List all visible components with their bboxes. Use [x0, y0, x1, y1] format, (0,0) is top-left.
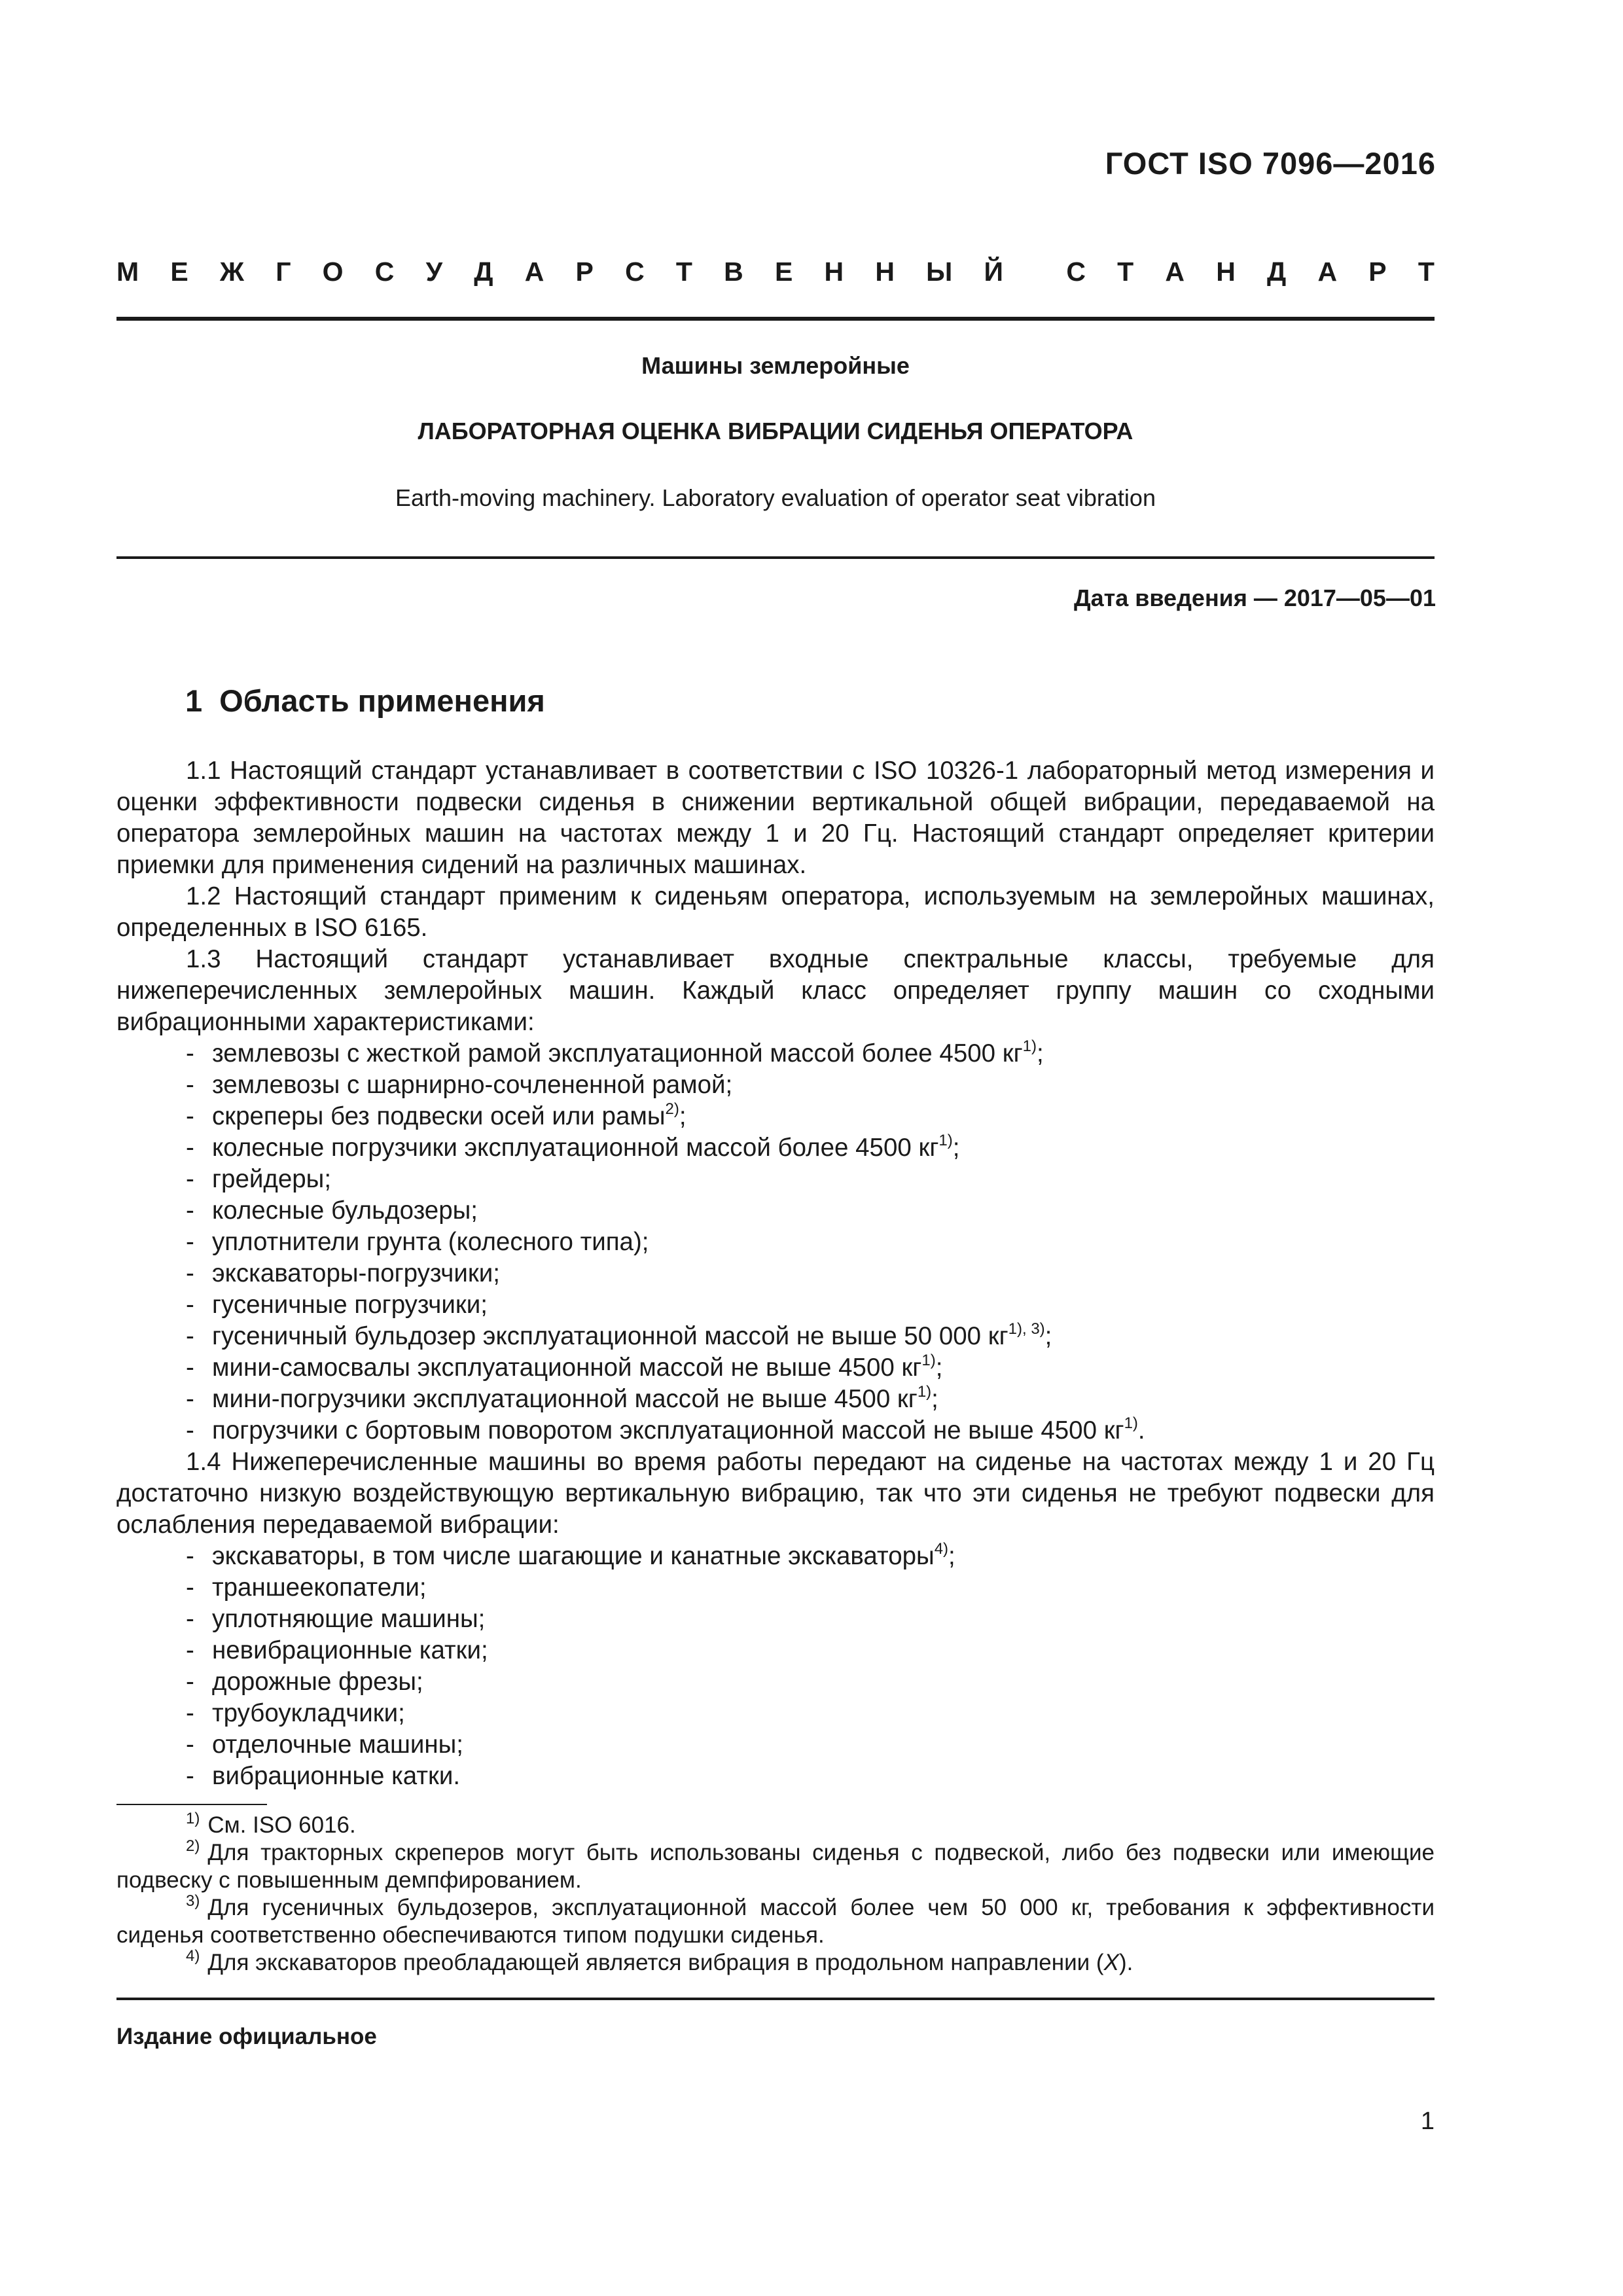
heading-letter: Е: [170, 257, 188, 287]
list-item: - землевозы с жесткой рамой эксплуатационной массой более 4500 $кг^{1)}$;: [186, 1038, 1435, 1069]
document-title-ru: ЛАБОРАТОРНАЯ ОЦЕНКА ВИБРАЦИИ СИДЕНЬЯ ОПЕРАТОРА: [418, 418, 1133, 444]
heading-letter: Г: [276, 257, 291, 287]
paragraph-1-4: 1.4 Нижеперечисленные машины во время работы передают на сиденье на частотах между 1 и 20 Гц достаточно низкую воздействующую вертикальную вибрацию, так что эти сиденья не требуют подвески для ослабления передаваемой вибрации:: [116, 1448, 1435, 1539]
heading-letter: Ж: [219, 257, 244, 287]
list-item: - колесные бульдозеры;: [186, 1195, 1435, 1227]
heading-letter: Т: [1418, 257, 1435, 287]
heading-letter: С: [625, 257, 645, 287]
list-item: - погрузчики с бортовым поворотом эксплуатационной массой не выше 4500 $кг^{1)}$.: [186, 1415, 1435, 1446]
document-code: ГОСТ ISO 7096—2016: [1105, 146, 1436, 181]
list-item: - вибрационные катки.: [186, 1761, 1435, 1792]
heading-letter: А: [1317, 257, 1338, 287]
title-divider: [116, 556, 1435, 559]
section-title: Область применения: [219, 683, 545, 718]
heading-letter: С: [374, 257, 395, 287]
list-item: - грейдеры;: [186, 1164, 1435, 1195]
heading-letter: С: [1066, 257, 1086, 287]
heading-letter: А: [524, 257, 544, 287]
heading-letter: Д: [474, 257, 493, 287]
footnote: $^{4)}$ Для экскаваторов преобладающей является вибрация в продольном направлении (X).: [186, 1947, 1133, 1975]
low-vibration-machine-list: [116, 1541, 1435, 1792]
list-item: - уплотняющие машины;: [186, 1604, 1435, 1635]
official-edition-label: Издание официальное: [116, 2024, 377, 2049]
footnote-separator: [116, 1804, 267, 1805]
heading-letter: Н: [1216, 257, 1236, 287]
list-item: - мини-самосвалы эксплуатационной массой не выше 4500 $кг^{1)}$;: [186, 1352, 1435, 1384]
heading-letter: У: [425, 257, 443, 287]
heading-letter: Т: [675, 257, 692, 287]
list-item: - дорожные фрезы;: [186, 1666, 1435, 1698]
heading-letter: Д: [1267, 257, 1287, 287]
footnote: $^{3)}$ Для гусеничных бульдозеров, эксплуатационной массой более чем 50 000 кг, требования к эффективности сиденья соответственно обеспечиваются типом подушки сиденья.: [116, 1892, 1435, 1948]
heading-letter: Т: [1117, 257, 1134, 287]
document-group-title: Машины землеройные: [641, 352, 910, 379]
document-title-en: Earth-moving machinery. Laboratory evaluation of operator seat vibration: [395, 484, 1156, 511]
heading-letter: Н: [875, 257, 895, 287]
heading-letter: Р: [575, 257, 594, 287]
heading-letter: О: [322, 257, 344, 287]
paragraph-1-2: 1.2 Настоящий стандарт применим к сиденьям оператора, используемым на землеройных машинах, определенных в ISO 6165.: [116, 882, 1435, 942]
footnote-mark: 4): [186, 1947, 200, 1965]
list-item: - экскаваторы, в том числе шагающие и канатные экскаваторы$^{4)}$;: [186, 1541, 1435, 1572]
list-item: - колесные погрузчики эксплуатационной массой более 4500 $кг^{1)}$;: [186, 1132, 1435, 1164]
footnote-mark: 1): [186, 1810, 200, 1827]
section-number: 1: [185, 683, 203, 718]
heading-letter: В: [724, 257, 743, 287]
heading-letter: Н: [824, 257, 844, 287]
footnote-mark: 2): [186, 1837, 200, 1855]
footnote: $^{2)}$ Для тракторных скреперов могут быть использованы сиденья с подвеской, либо без подвески или имеющие подвеску с повышенным демпфированием.: [116, 1837, 1435, 1893]
list-item: - траншеекопатели;: [186, 1572, 1435, 1604]
paragraph-1-1: 1.1 Настоящий стандарт устанавливает в соответствии с ISO 10326-1 лабораторный метод измерения и оценки эффективности подвески сиденья в снижении вертикальной общей вибрации, передаваемой на оператора землеройных машин на частотах между 1 и 20 Гц. Настоящий стандарт определяет критерии приемки для применения сидений на различных машинах.: [116, 757, 1435, 879]
section-heading: [185, 683, 545, 719]
heading-letter: Ы: [926, 257, 953, 287]
header-divider: [116, 317, 1435, 321]
paragraph-1-3: 1.3 Настоящий стандарт устанавливает входные спектральные классы, требуемые для нижеперечисленных землеройных машин. Каждый класс определяет группу машин со сходными вибрационными характеристиками:: [116, 945, 1435, 1036]
heading-letter: А: [1165, 257, 1185, 287]
section-body: [116, 755, 1435, 1792]
list-item: - невибрационные катки;: [186, 1635, 1435, 1666]
list-item: - землевозы с шарнирно-сочлененной рамой;: [186, 1069, 1435, 1101]
list-item: - гусеничные погрузчики;: [186, 1289, 1435, 1321]
list-item: - трубоукладчики;: [186, 1698, 1435, 1729]
heading-letter: М: [116, 257, 139, 287]
introduction-date: Дата введения — 2017—05—01: [1073, 584, 1436, 611]
list-item: - уплотнители грунта (колесного типа);: [186, 1227, 1435, 1258]
list-item: - гусеничный бульдозер эксплуатационной массой не выше 50 000 $кг^{1), 3)}$;: [186, 1321, 1435, 1352]
machine-class-list: [116, 1038, 1435, 1446]
list-item: - мини-погрузчики эксплуатационной массой не выше 4500 $кг^{1)}$;: [186, 1384, 1435, 1415]
page-number: 1: [1420, 2108, 1435, 2135]
heading-letter: Е: [774, 257, 793, 287]
list-item: - экскаваторы-погрузчики;: [186, 1258, 1435, 1289]
list-item: - отделочные машины;: [186, 1729, 1435, 1761]
footnote: $^{1)}$ См. ISO 6016.: [186, 1810, 356, 1838]
footer-divider: [116, 1998, 1435, 2000]
interstate-standard-heading: [116, 257, 1435, 287]
list-item: - скреперы без подвески осей или рамы$^{2)}$;: [186, 1101, 1435, 1132]
footnote-mark: 3): [186, 1892, 200, 1910]
footnotes: [116, 1812, 1435, 1977]
heading-letter: Р: [1368, 257, 1387, 287]
heading-letter: Й: [984, 257, 1003, 287]
